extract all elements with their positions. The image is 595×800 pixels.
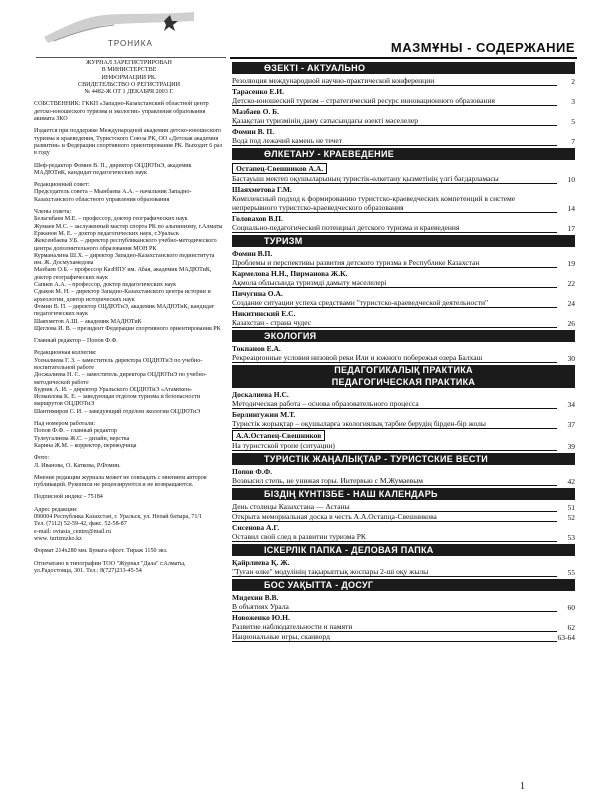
registration-line: № 4482-Ж ОТ 1 ДЕКАБРЯ 2003 Г. (84, 89, 174, 96)
worked-block (34, 421, 224, 450)
entry-author: Пичугина О.А. (232, 289, 283, 298)
entry-page-number: 30 (567, 354, 575, 363)
printer-text: Отпечатано в типографии ТОО "Журнал "Дала" г.Алматы, ул.Радостовца, 301. Тел.: 8(727)233-45-54 (34, 560, 186, 574)
entry-author: Сисенова А.Г. (232, 523, 280, 532)
entry-title: Ақмола облысында туризмді дамыту мәселелері (232, 278, 557, 288)
website-text: www. turizmzko.kz (34, 535, 82, 542)
subscription-index: Подписной индекс - 75184 (34, 494, 103, 501)
member-entry: Сапиев А.А. – профессор, доктор педагогических наук (34, 282, 177, 289)
section-title: БОС УАҚЫТТА - ДОСУГ (264, 580, 374, 590)
toc-entry (232, 298, 575, 308)
section-title: ӨЛКЕТАНУ - КРАЕВЕДЕНИЕ (264, 149, 395, 159)
section-header (232, 62, 575, 74)
toc-entry (232, 419, 575, 429)
members-block (34, 209, 224, 333)
entry-title: Рекреационные условия низовой реки Или и южного побережья озера Балхаш (232, 353, 557, 363)
collegium-entry: Шантимиров С. И. – заведующий отделом экологии ОЦДЮТиЭ (34, 408, 201, 415)
entry-page-number: 26 (567, 319, 575, 328)
entry-title: Резолюция международной научно-практической конференции (232, 76, 557, 86)
entry-title: Развитие наблюдательности и памяти (232, 622, 557, 632)
entry-page-number: 53 (567, 533, 575, 542)
entry-page-number: 5 (571, 117, 575, 126)
section-header (232, 544, 575, 556)
entry-page-number: 17 (567, 224, 575, 233)
disclaimer-text: Мнение редакции журнала может не совпадать с мнением авторов публикаций. Рукописи не рецензируются и не возвращаются. (34, 474, 207, 489)
entry-title: Казахстан - страна чудес (232, 318, 557, 328)
entry-title: Детско-юношеский туризм – стратегический ресурс инновационного образования (232, 96, 557, 106)
member-entry: Сдыков М. Н. – директор Западно-Казахстанского центра истории и археологии, доктор исторических наук (34, 289, 211, 303)
section-header (232, 148, 575, 160)
entry-title: Возвысил степь, не унижая горы. Интервью с М.Жумаевым (232, 476, 557, 486)
entry-author: Шаяхметова Г.М. (232, 185, 292, 194)
toc-entry (232, 278, 575, 288)
entry-page-number: 24 (567, 299, 575, 308)
photo-credits: Л. Иванова, О. Каткова, Р.Фомин. (34, 462, 121, 469)
magazine-logo (44, 7, 214, 53)
entry-author: Головахов В.П. (232, 214, 283, 223)
section-title: ПЕДАГОГИКАЛЫҚ ПРАКТИКА (334, 365, 473, 375)
member-entry: Фомин В. П. – директор ОЦДЮТиЭ, академик МАДЮТиК, кандидат педагогических наук (34, 303, 215, 318)
section-header (232, 365, 575, 388)
entry-author: Кармелова Н.Н., Пирманова Ж.К. (232, 269, 348, 278)
toc-entry (232, 223, 575, 233)
entry-title: Социально-педагогический потенциал детского туризма и краеведения (232, 223, 557, 233)
member-entry: Жумаев М.С. – заслуженный мастер спорта РК по альпинизму, г.Алматы (34, 223, 223, 230)
page-title: МАЗМҰНЫ - СОДЕРЖАНИЕ (390, 40, 575, 55)
entry-title: Бастауыш мектеп оқушыларының туристік-өлкетану қызметінің үлгі бағдарламасы (232, 174, 557, 184)
section-title-secondary: ПЕДАГОГИЧЕСКАЯ ПРАКТИКА (331, 376, 476, 387)
entry-author: Фомин В. П. (232, 127, 275, 136)
header-rule (230, 57, 577, 59)
members-title: Члены совета: (34, 209, 72, 216)
entry-page-number: 19 (567, 259, 575, 268)
section-title: БІЗДІҢ КҮНТІЗБЕ - НАШ КАЛЕНДАРЬ (264, 489, 438, 499)
section-header (232, 488, 575, 500)
entry-author: Берлингужин М.Т. (232, 410, 296, 419)
entry-page-number: 39 (567, 442, 575, 451)
entry-page-number: 14 (567, 204, 575, 213)
entry-author: Остапец-Свешников А.А. (232, 163, 327, 174)
entry-author: Доскалиева Н.С. (232, 390, 289, 399)
toc-entry (232, 194, 575, 213)
photo-block (34, 455, 224, 470)
registration-line: В МИНИСТЕРСТВЕ (101, 67, 157, 74)
publisher-text: Издается при поддержке Международной академии детско-юношеского туризма и краеведения, Туристского Союза РК, ОО «Детская академия развития» и Федерации спортивного ориентирования РК. Выходит 6 раз в году (34, 128, 222, 157)
section-title: ӨЗЕКТІ - АКТУАЛЬНО (264, 63, 366, 73)
council-title: Редакционный совет: (34, 182, 90, 189)
entry-author: Мазбаев О. Б. (232, 107, 280, 116)
entry-author: А.А.Остапец-Свешников (232, 430, 325, 441)
collegium-entry: Будник А. И. – директор Уральского ОЦДЮТиЭ «Атамекен» (34, 386, 192, 393)
entry-author: Қайрлиева Қ. Ж. (232, 558, 290, 567)
address-title: Адрес редакции: (34, 506, 78, 513)
entry-title: "Туған өлке" модулінің тақырыптық жоспары 2-ші оқу жылы (232, 567, 557, 577)
entry-author: Никитинский Е.С. (232, 309, 296, 318)
entry-page-number: 10 (567, 175, 575, 184)
format-text: Формат 214х280 мм. Бумага офсет. Тираж 1150 экз. (34, 548, 168, 555)
member-entry: Щеглова И. В. – президент Федерации спортивного ориентирования РК (34, 325, 221, 332)
photo-title: Фото: (34, 455, 50, 462)
phone-text: Тел. (7112) 52-59-42, факс. 52-58-87 (34, 521, 127, 528)
entry-page-number: 55 (567, 568, 575, 577)
imprint-column (34, 60, 224, 580)
toc-entry (232, 136, 575, 146)
toc-entry (232, 632, 575, 642)
collegium-entry: Досжалиева Н. С. – заместитель директора ОЦДЮТиЭ по учебно-методической работе (34, 372, 207, 386)
email-text: e-mail: ovtasia_centre@mail.ru (34, 528, 112, 535)
worked-entry: Тулеугалиева Ж.С. – дизайн, верстка (34, 435, 130, 442)
entry-page-number: 52 (567, 513, 575, 522)
entry-page-number: 42 (567, 477, 575, 486)
toc-entry (232, 96, 575, 106)
council-chair: Председатель совета – Мынбаева А.А. – начальник Западно-Казахстанского областного управления образования (34, 189, 192, 203)
worked-entry: Карина Ж.М. – корректор, переводчица (34, 442, 137, 449)
member-entry: Жексенбаева У.Б. – директор республиканского учебно-методического центра дополнительного образования МОН РК (34, 238, 217, 252)
entry-title: На туристской тропе (ситуации) (232, 441, 557, 451)
entry-page-number: 22 (567, 279, 575, 288)
toc-entry (232, 622, 575, 632)
chief-editor-text: Шеф-редактор Фомин В. П., директор ОЦДЮТиЭ, академик МАДЮТиК, кандидат педагогических наук (34, 162, 192, 176)
entry-title: Қазақстан туризмінің даму сатысындағы өзекті мәселелер (232, 116, 557, 126)
entry-title: Вода под лежачий камень не течет (232, 136, 557, 146)
member-entry: Мазбаев О.Б. – профессор КазНПУ им. Абая, академик МАДЮТиК, доктор географических наук (34, 267, 212, 281)
collegium-entry: Усеналиева Г. З. – заместитель директора ОЦДЮТиЭ по учебно-воспитательной работе (34, 357, 203, 371)
collegium-title: Редакционная коллегия: (34, 350, 97, 357)
entry-author: Фомин В.П. (232, 249, 273, 258)
member-entry: Курманалина Ш.Х. – директор Западно-Казахстанского пединститута им. Ж. Досмухамедова (34, 252, 215, 267)
entry-page-number: 51 (567, 503, 575, 512)
entry-author: Токпанов Е.А. (232, 344, 281, 353)
collegium-entry: Исмаилова К. Е. – заведующая отделом туризма и безопасности маршрутов ОЦДЮТиЭ (34, 394, 201, 408)
entry-page-number: 3 (571, 97, 575, 106)
toc-entry (232, 399, 575, 409)
toc-entry (232, 476, 575, 486)
logo-text: ТРОНИКА (108, 39, 153, 48)
toc-entry (232, 441, 575, 451)
toc-entry (232, 116, 575, 126)
section-title: ЭКОЛОГИЯ (264, 331, 317, 341)
collegium-block (34, 350, 224, 416)
toc-entry (232, 502, 575, 512)
entry-page-number: 7 (571, 137, 575, 146)
member-entry: Бельгибаев М.Е. – профессор, доктор географических наук (34, 216, 188, 223)
entry-page-number: 37 (567, 420, 575, 429)
toc-entry (232, 532, 575, 542)
entry-title: Создание ситуации успеха средствами "туристско-краеведческой деятельности" (232, 298, 557, 308)
entry-title: Оставил свой след в развитии туризма РК (232, 532, 557, 542)
entry-title: Национальные игры, сканворд (232, 632, 557, 642)
registration-line: ИНФОРМАЦИИ РК. (101, 74, 157, 81)
council-block (34, 182, 224, 204)
registration-line: ЖУРНАЛ ЗАРЕГИСТРИРОВАН (86, 60, 172, 66)
toc-entry (232, 258, 575, 268)
toc-entry (232, 76, 575, 86)
toc-entry (232, 602, 575, 612)
section-header (232, 579, 575, 591)
page-number: 1 (520, 781, 525, 792)
chief-editor-line: Главный редактор – Попов Ф.Ф. (34, 338, 118, 345)
member-entry: Шаяхметов А.Ш. – академик МАДЮТиК (34, 318, 142, 325)
toc-entry (232, 318, 575, 328)
toc-entry (232, 512, 575, 522)
section-title: ТУРИЗМ (264, 236, 303, 246)
registration-block (34, 60, 224, 96)
entry-author: Новоженко Ю.Н. (232, 613, 290, 622)
entry-title: Туристік жорықтар – оқушыларға экологиялық тәрбие берудің бірден-бір жолы (232, 419, 557, 429)
worked-entry: Попов Ф.Ф. – главный редактор (34, 428, 117, 435)
owner-text: СОБСТВЕННИК: ГККП «Западно-Казахстанский областной центр детско-юношеского туризма и экологии» управления образования акимата ЗКО (34, 101, 209, 123)
entry-page-number: 63-64 (557, 633, 575, 642)
entry-title: Методическая работа – основа образовательного процесса (232, 399, 557, 409)
toc-entry (232, 567, 575, 577)
toc-entry (232, 353, 575, 363)
section-header (232, 235, 575, 247)
entry-title: Комплексный подход к формированию туристско-краеведческих компетенций в системе непрерывного туристско-краеведческого образования (232, 194, 557, 213)
address-block (34, 507, 224, 543)
section-header (232, 330, 575, 342)
section-header (232, 453, 575, 465)
section-title: ТУРИСТІК ЖАҢАЛЫҚТАР - ТУРИСТСКИЕ ВЕСТИ (264, 454, 489, 464)
entry-title: Открыта мемориальная доска в честь А.А.Остапца-Свешникова (232, 512, 557, 522)
entry-author: Тарасенко Е.И. (232, 87, 284, 96)
entry-page-number: 62 (567, 623, 575, 632)
entry-author: Мидехин В.В. (232, 593, 279, 602)
header-thin-rule (36, 57, 226, 58)
entry-title: День столицы Казахстана — Астаны (232, 502, 557, 512)
member-entry: Ержанов М. Е. – доктор педагогических наук, г.Уральск (34, 230, 179, 237)
section-title: ІСКЕРЛІК ПАПКА - ДЕЛОВАЯ ПАПКА (264, 545, 434, 555)
registration-line: СВИДЕТЕЛЬСТВО О РЕГИСТРАЦИИ (78, 81, 180, 88)
entry-title: В объятиях Урала (232, 602, 557, 612)
toc-entry (232, 174, 575, 184)
entry-page-number: 60 (567, 603, 575, 612)
entry-title: Проблемы и перспективы развития детского туризма в Республике Казахстан (232, 258, 557, 268)
entry-page-number: 2 (571, 77, 575, 86)
address-text: 090004 Республика Казахстан, г. Уральск, ул. Непай батыра, 71/1 (34, 514, 203, 521)
entry-author: Попов Ф.Ф. (232, 467, 273, 476)
entry-page-number: 34 (567, 400, 575, 409)
worked-title: Над номером работали: (34, 421, 96, 428)
table-of-contents (232, 60, 575, 642)
